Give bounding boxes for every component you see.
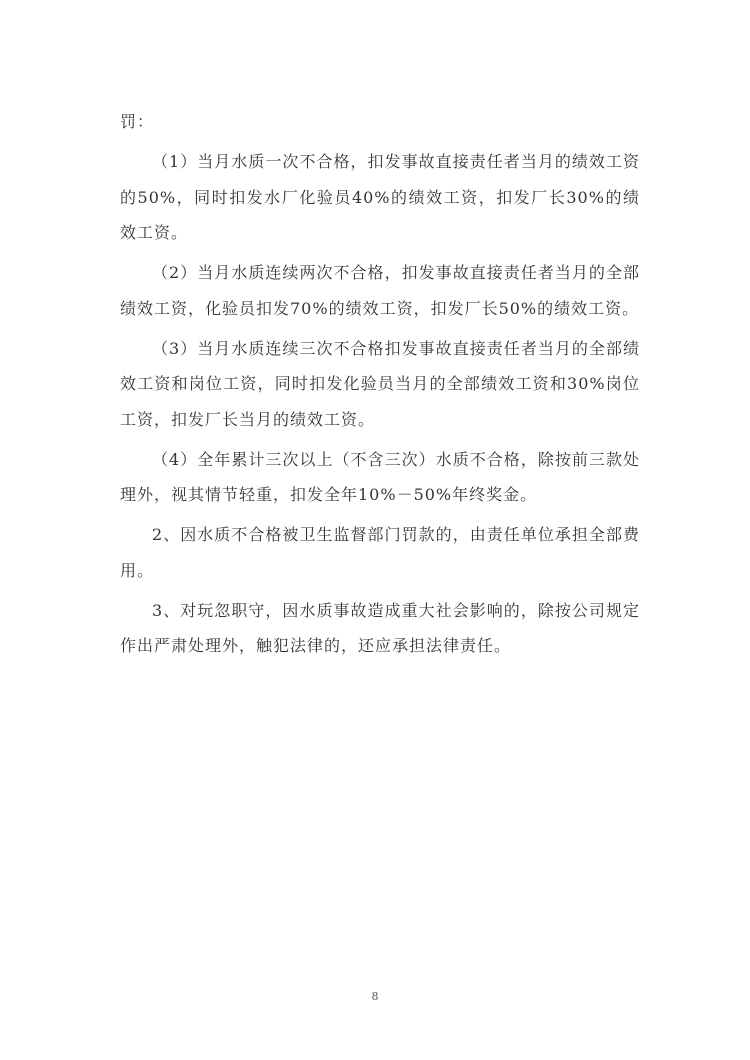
document-body bbox=[120, 104, 640, 668]
paragraph-item-4: （4）全年累计三次以上（不含三次）水质不合格，除按前三款处理外，视其情节轻重，扣发全年10%－50%年终奖金。 bbox=[120, 449, 640, 504]
paragraph-clause-2: 2、因水质不合格被卫生监督部门罚款的，由责任单位承担全部费用。 bbox=[120, 525, 640, 580]
paragraph-item-2: （2）当月水质连续两次不合格，扣发事故直接责任者当月的全部绩效工资，化验员扣发70%的绩效工资，扣发厂长50%的绩效工资。 bbox=[120, 263, 640, 318]
paragraph-item-1: （1）当月水质一次不合格，扣发事故直接责任者当月的绩效工资的50%，同时扣发水厂化验员40%的绩效工资，扣发厂长30%的绩效工资。 bbox=[120, 152, 640, 242]
paragraph-item-3: （3）当月水质连续三次不合格扣发事故直接责任者当月的全部绩效工资和岗位工资，同时扣发化验员当月的全部绩效工资和30%岗位工资，扣发厂长当月的绩效工资。 bbox=[120, 338, 640, 429]
paragraph-clause-3: 3、对玩忽职守，因水质事故造成重大社会影响的，除按公司规定作出严肃处理外，触犯法律的，还应承担法律责任。 bbox=[120, 600, 640, 655]
page-number: 8 bbox=[371, 990, 379, 1003]
paragraph-continuation: 罚： bbox=[120, 112, 155, 131]
